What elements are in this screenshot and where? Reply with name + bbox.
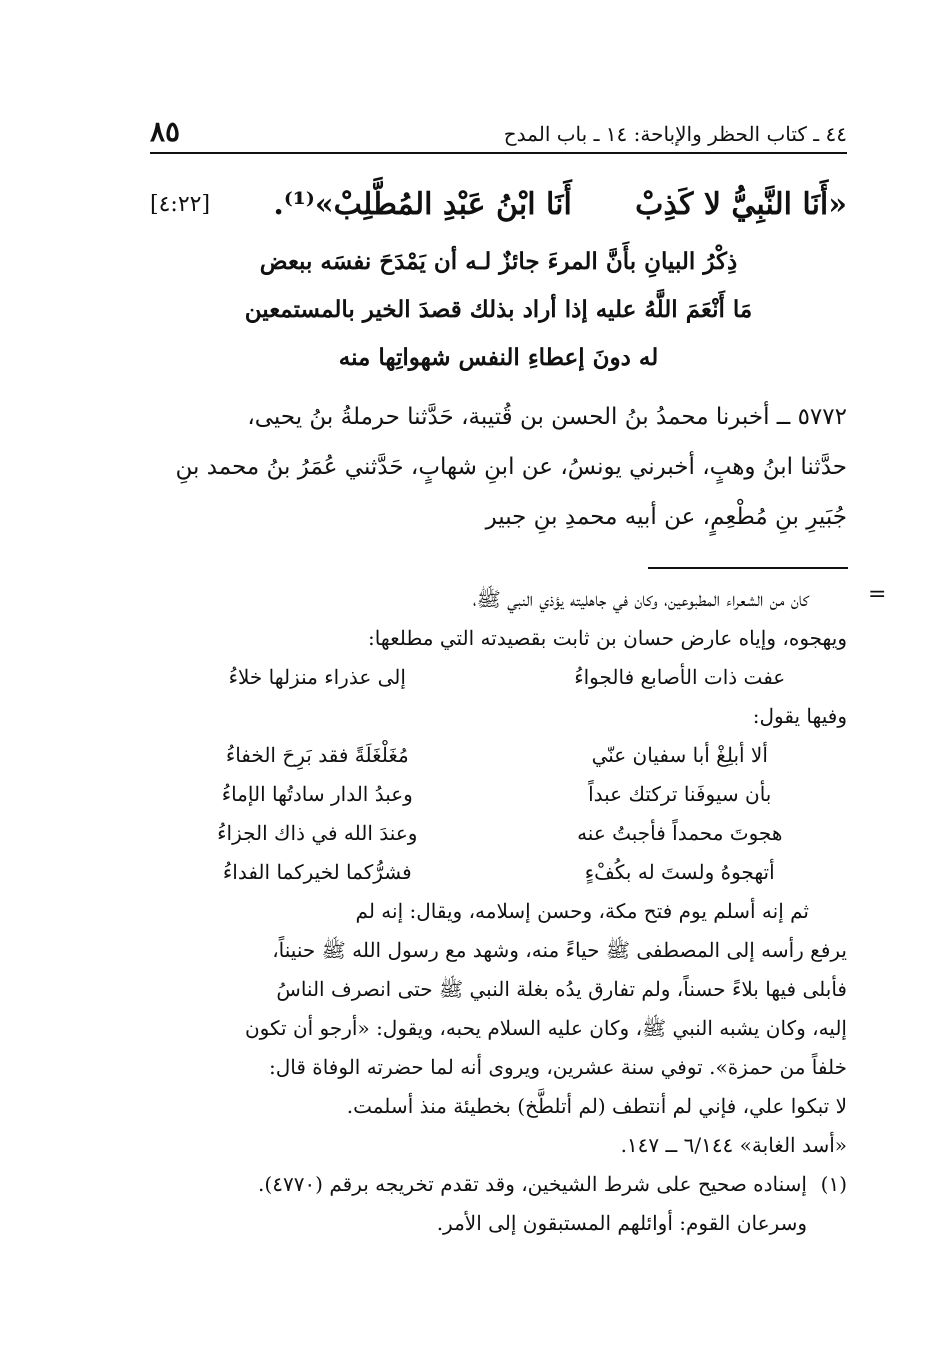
verse-reference: [٤:٢٢]: [150, 191, 211, 217]
note-line: ويهجوه، وإياه عارض حسان بن ثابت بقصيدته التي مطلعها:: [368, 626, 847, 650]
poem-verse: [150, 736, 847, 775]
footnote-text: إسناده صحيح على شرط الشيخين، وقد تقدم تخريجه برقم (٤٧٧٠).: [258, 1172, 807, 1196]
chapter-heading-line: مَا أَنْعَمَ اللَّهُ عليه إذا أراد بذلك قصدَ الخير بالمستمعين: [244, 296, 753, 323]
chapter-heading-line: ذِكْرُ البيانِ بأَنَّ المرءَ جائزٌ لـه أن يَمْدَحَ نفسَه ببعض: [259, 248, 738, 275]
poem-hemistich: مُغَلْغَلَةً فقد بَرِحَ الخفاءُ: [225, 743, 409, 767]
poem-hemistich: ألا أبلِغْ أبا سفيان عنّي: [591, 743, 768, 767]
footnote-separator: [648, 567, 848, 569]
poem-verse: [150, 775, 847, 814]
poem-verse: [150, 814, 847, 853]
poem-verse: [150, 658, 847, 697]
note-line: «أسد الغابة» ٦/١٤٤ ــ ١٤٧.: [620, 1133, 847, 1157]
poem-hemistich: فشرُّكما لخيركما الفداءُ: [222, 860, 412, 884]
note-line: لا تبكوا علي، فإني لم أنتطف (لم أتلطَّخ) بخطيئة منذ أسلمت.: [346, 1094, 847, 1118]
poem-hemistich: عفت ذات الأصابع فالجواءُ: [574, 665, 786, 689]
continuation-mark: =: [868, 582, 887, 607]
note-line: فأبلى فيها بلاءً حسناً، ولم تفارق يدُه بغلة النبي ﷺ حتى انصرف الناسُ: [276, 977, 847, 1001]
hadith-line: ٥٧٧٢ ــ أخبرنا محمدُ بنُ الحسن بن قُتيبة، حَدَّثنا حرملةُ بنُ يحيى،: [247, 404, 847, 430]
note-line: خلفاً من حمزة». توفي سنة عشرين، ويروى أنه لما حضرته الوفاة قال:: [268, 1055, 847, 1079]
page-header: [150, 110, 847, 154]
running-title: ٤٤ ـ كتاب الحظر والإباحة: ١٤ ـ باب المدح: [503, 122, 847, 146]
note-line: وفيها يقول:: [752, 704, 847, 728]
hadith-text: [150, 392, 847, 542]
note-line: يرفع رأسه إلى المصطفى ﷺ حياءً منه، وشهد مع رسول الله ﷺ حنيناً،: [272, 938, 847, 962]
poem-hemistich: أتهجوهُ ولستَ له بكُفْءٍ: [584, 860, 775, 884]
footnote-number: (١): [820, 1172, 847, 1196]
verse-line: [150, 178, 847, 230]
chapter-heading: [200, 238, 797, 382]
poem-hemistich: وعبدُ الدار سادتُها الإماءُ: [221, 782, 413, 806]
note-line: ثم إنه أسلم يوم فتح مكة، وحسن إسلامه، ويقال: إنه لم: [355, 899, 809, 923]
poem-hemistich: إلى عذراء منزلها خلاءُ: [228, 665, 406, 689]
page-number: ٨٥: [150, 115, 181, 148]
note-line: إليه، وكان يشبه النبي ﷺ، وكان عليه السلام يحبه، ويقول: «أرجو أن تكون: [244, 1016, 847, 1040]
note-line: كان من الشعراء المطبوعين، وكان في جاهليته يؤذي النبي ﷺ،: [472, 587, 809, 611]
verse-hemistich-2: أَنَا ابْنُ عَبْدِ المُطَّلِبْ»⁽¹⁾.: [273, 186, 572, 222]
poem-hemistich: بأن سيوفَنا تركتك عبداً: [588, 782, 772, 806]
hadith-line: جُبَيرِ بنِ مُطْعِمٍ، عن أبيه محمدِ بنِ جبير: [485, 504, 847, 530]
verse-hemistich-1: «أَنَا النَّبِيُّ لا كَذِبْ: [635, 186, 847, 222]
poem-verse: [150, 853, 847, 892]
footnote-line: وسرعان القوم: أوائلهم المستبقون إلى الأمر.: [436, 1211, 807, 1235]
hadith-line: حدَّثنا ابنُ وهبٍ، أخبرني يونسُ، عن ابنِ شهابٍ، حَدَّثني عُمَرُ بنُ محمد بنِ: [175, 454, 847, 480]
footnotes: [150, 580, 847, 1243]
footnote-1: [150, 1165, 847, 1204]
chapter-heading-line: له دونَ إعطاءِ النفس شهواتِها منه: [338, 344, 659, 371]
poem-hemistich: هجوتَ محمداً فأجبتُ عنه: [577, 821, 783, 845]
poem-hemistich: وعندَ الله في ذاك الجزاءُ: [217, 821, 418, 845]
